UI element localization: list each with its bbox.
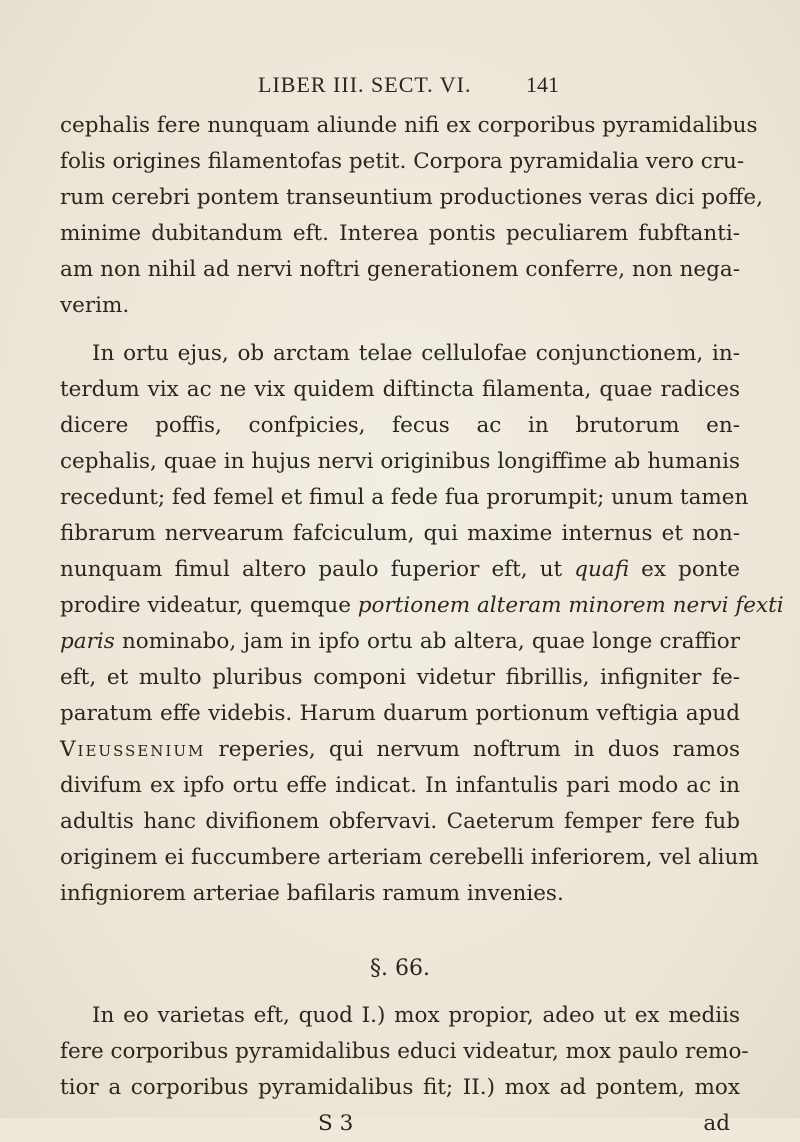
text-line: minime dubitandum eft. Interea pontis peculiarem fubftanti-: [60, 221, 740, 246]
running-head: LIBER III. SECT. VI.: [258, 72, 472, 97]
text-run: ex ponte: [629, 557, 741, 582]
text-line: recedunt; fed femel et fimul a fede fua prorumpit; unum tamen: [60, 485, 749, 510]
text-line: folis origines filamentofas petit. Corpora pyramidalia vero cru-: [60, 149, 745, 174]
text-run: reperies, qui nervum noftrum in duos ramos: [205, 737, 740, 762]
text-line: fibrarum nervearum fafciculum, qui maxime internus et non-: [60, 521, 740, 546]
text-line: cephalis fere nunquam aliunde nifi ex corporibus pyramidalibus: [60, 113, 758, 138]
page-header: [0, 60, 800, 100]
section-heading: §. 66.: [370, 956, 430, 981]
text-line: In eo varietas eft, quod I.) mox propior, adeo ut ex mediis: [92, 1003, 740, 1028]
italic-term: portionem alteram minorem nervi fexti: [357, 593, 784, 618]
text-line: rum cerebri pontem transeuntium productiones veras dici poffe,: [60, 185, 763, 210]
text-line: adultis hanc divifionem obfervavi. Caeterum femper fere fub: [60, 809, 740, 834]
text-run: nunquam fimul altero paulo fuperior eft, ut: [60, 557, 575, 582]
text-line: am non nihil ad nervi noftri generationem conferre, non nega-: [60, 257, 740, 282]
signature-mark: S 3: [318, 1111, 354, 1136]
text-line: fere corporibus pyramidalibus educi videatur, mox paulo remo-: [60, 1039, 749, 1064]
text-line: paratum effe videbis. Harum duarum portionum veftigia apud: [60, 701, 740, 726]
text-line: [60, 624, 740, 660]
text-line: terdum vix ac ne vix quidem diftincta filamenta, quae radices: [60, 377, 740, 402]
author-name: Vieussenium: [60, 737, 206, 762]
text-line: In ortu ejus, ob arctam telae cellulofae conjunctionem, in-: [92, 341, 740, 366]
page-footer: [60, 1106, 740, 1142]
text-line: infigniorem arteriae bafilaris ramum invenies.: [60, 881, 564, 906]
text-line: originem ei fuccumbere arteriam cerebelli inferiorem, vel alium: [60, 845, 759, 870]
text-run: prodire videatur, quemque: [60, 593, 358, 618]
text-line: [60, 732, 740, 768]
paragraph-1: [60, 108, 763, 324]
text-line: [60, 588, 784, 624]
text-line: tior a corporibus pyramidalibus fit; II.) mox ad pontem, mox: [60, 1075, 740, 1100]
catchword: ad: [703, 1111, 730, 1136]
paragraph-3: [60, 998, 749, 1106]
text-line: dicere poffis, confpicies, fecus ac in brutorum en-: [60, 413, 740, 438]
text-run: nominabo, jam in ipfo ortu ab altera, quae longe craffior: [114, 629, 740, 654]
italic-term: quafi: [574, 557, 630, 582]
text-line: eft, et multo pluribus componi videtur fibrillis, infigniter fe-: [60, 665, 740, 690]
paragraph-gap: [60, 324, 740, 336]
text-line: cephalis, quae in hujus nervi originibus longiffime ab humanis: [60, 449, 740, 474]
italic-term: paris: [60, 629, 115, 654]
body-text: [60, 108, 784, 1142]
page-number: 141: [526, 72, 559, 97]
paragraph-2: [60, 336, 784, 912]
text-line: [60, 552, 740, 588]
text-line: divifum ex ipfo ortu effe indicat. In infantulis pari modo ac in: [60, 773, 740, 798]
text-line: verim.: [60, 293, 130, 318]
